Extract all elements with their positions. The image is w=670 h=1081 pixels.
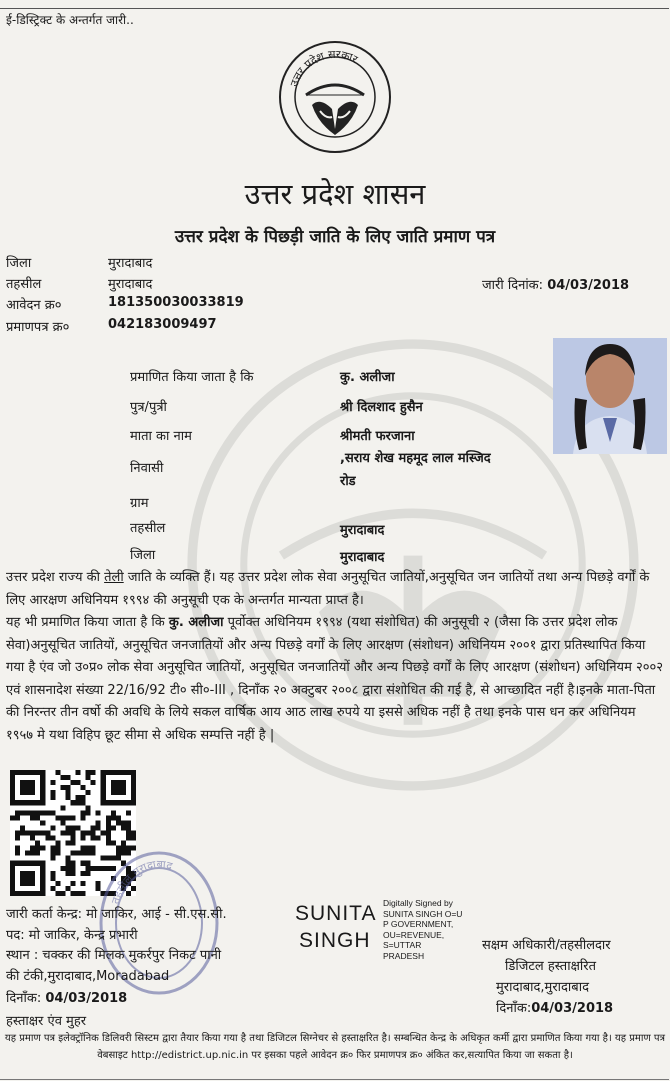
detail-value-district: मुरादाबाद [340,550,385,565]
issuer-location-cont: की टंकी,मुरादाबाद,Moradabad [6,969,170,984]
signature-detail-line: OU=REVENUE, [383,929,445,940]
issuer-sign-label: हस्ताक्षर एंव मुहर [6,1014,87,1029]
meta-label-certificate-no: प्रमाणपत्र क्र० [6,320,70,335]
detail-value-name: कु. अलीजा [340,370,395,385]
para1-rest: जाति के व्यक्ति हैं। यह उत्तर प्रदेश लोक सेवा अनुसूचित जातियों,अनुसूचित जन जातियों तथा अन्य पिछड़े वर्गों के लिए आरक्षण अधिनियम १९९४ की अनुसूची एक के अन्तर्गत मान्यता प्राप्त है। [6,570,650,608]
signature-name-first: SUNITA [295,902,377,925]
detail-label-resident: निवासी [130,461,164,476]
detail-label-mother: माता का नाम [130,429,192,444]
detail-value-address: ,सराय शेख महमूद लाल मस्जिद [340,451,491,466]
para2-rest: पूर्वोक्त अधिनियम १९९४ (यथा संशोधित) की अनुसूची २ (जैसा कि उत्तर प्रदेश लोक सेवा)अनुसूचित जातियों, अनुसूचित जनजातियों और अन्य पिछड़े वर्गों के लिए आरक्षण (संशोधन) अधिनियम २००१ द्वारा प्रतिस्थापित किया गया है एंव जो उ०प्र० लोक सेवा अनुसूचित जातियों, अनुसूचित जनजातियों और अन्य पिछड़े वर्गों के लिए आरक्षण (संशोधन) अधिनियम २००२ एवं शासनादेश संख्या 22/16/92 टी० सी०-III , दिनाँक २० अक्टुबर २००८ द्वारा संशोधित की गई है, से आच्छादित नहीं है।इनके माता-पिता की निरन्तर तीन वर्षो की अवधि के लिये सकल वार्षिक आय आठ लाख रुपये या इससे अधिक नहीं है तथा इनके पास धन कर अधिनियम १९५७ मे यथा विहिप छूट सीमा से अधिक सम्पत्ति नहीं है | [6,615,664,743]
para2-prefix: यह भी प्रमाणित किया जाता है कि [6,615,169,630]
meta-label-application-no: आवेदन क्र० [6,298,62,313]
certificate-paragraph-caste [6,567,666,612]
issuer-date [6,988,127,1006]
detail-label-certified: प्रमाणित किया जाता है कि [130,370,254,385]
authority-date-value: 04/03/2018 [531,1001,614,1016]
detail-label-tehsil: तहसील [130,521,166,536]
detail-label-village: ग्राम [130,496,149,511]
meta-value-application-no: 181350030033819 [108,295,244,310]
signature-detail-line: PRADESH [383,950,425,961]
signature-detail-line: SUNITA SINGH O=U [383,908,463,919]
caste-name: तेली [104,570,124,585]
para1-prefix: उत्तर प्रदेश राज्य की [6,570,105,585]
authority-date [496,998,613,1016]
issuer-center: जारी कर्ता केन्द्र: मो जाकिर, आई - सी.एस.सी. [6,907,227,922]
issue-date-value: 04/03/2018 [547,278,630,293]
issuer-date-label: दिनाँक: [6,991,42,1006]
signature-detail-line: S=UTTAR [383,940,422,950]
certificate-paragraph-creamy-layer [6,612,666,747]
meta-value-tehsil: मुरादाबाद [108,277,153,292]
signature-detail-line: Digitally Signed by [383,898,453,908]
authority-digital-signed: डिजिटल हस्ताक्षरित [505,959,596,974]
issuer-designation: पद: मो जाकिर, केन्द्र प्रभारी [6,928,138,943]
top-note: ई-डिस्ट्रिक्ट के अन्तर्गत जारी.. [6,13,134,27]
detail-value-address-cont: रोड [340,474,356,489]
authority-title: सक्षम अधिकारी/तहसीलदार [482,938,611,953]
certificate-subtitle: उत्तर प्रदेश के पिछड़ी जाति के लिए जाति प्रमाण पत्र [174,227,496,247]
up-govt-emblem-icon [276,39,394,155]
issuer-date-value: 04/03/2018 [45,991,128,1006]
authority-date-label: दिनाँक: [496,1001,532,1016]
detail-value-father: श्री दिलशाद हुसैन [340,400,423,415]
govt-title: उत्तर प्रदेश शासन [244,177,426,211]
detail-label-district: जिला [130,548,156,563]
issuer-location: स्थान : चक्कर की मिलक मुकर्रपुर निकट पानी [6,948,222,963]
emblem-text: उत्तर प्रदेश सरकार [287,47,360,89]
signature-detail-line: P GOVERNMENT, [383,919,454,929]
applicant-photo [553,338,667,454]
issue-date-label: जारी दिनांक: [482,278,544,293]
signature-detail [383,898,462,961]
meta-value-district: मुरादाबाद [108,256,153,271]
meta-label-district: जिला [6,256,32,271]
detail-label-parent: पुत्र/पुत्री [130,400,167,415]
detail-value-tehsil: मुरादाबाद [340,523,385,538]
detail-value-mother: श्रीमती फरजाना [340,429,415,444]
issue-date [482,275,629,293]
svg-text:तहसील मुरादाबाद [109,858,174,906]
meta-label-tehsil: तहसील [6,277,42,292]
stamp-text: तहसील मुरादाबाद [108,857,174,906]
para2-name: कु. अलीजा [168,615,224,630]
svg-text:उत्तर प्रदेश सरकार [288,48,361,88]
footer-note: यह प्रमाण पत्र इलेक्ट्रॉनिक डिलिवरी सिस्टम द्वारा तैयार किया गया है तथा डिजिटल सिग्नेचर से हस्ताक्षरित है। सम्बन्धित केन्द्र के अधिकृत कर्मी द्वारा प्रमाणित किया गया है। यह प्रमाण पत्र वेबसाइट http://edistrict.up.nic.in पर इसका पहले आवेदन क्र० फिर प्रमाणपत्र क्र० अंकित कर,सत्यापित किया जा सकता है। [4,1033,666,1061]
signature-name-last: SINGH [299,929,371,952]
meta-value-certificate-no: 042183009497 [108,317,217,332]
authority-place: मुरादाबाद,मुरादाबाद [496,980,589,995]
